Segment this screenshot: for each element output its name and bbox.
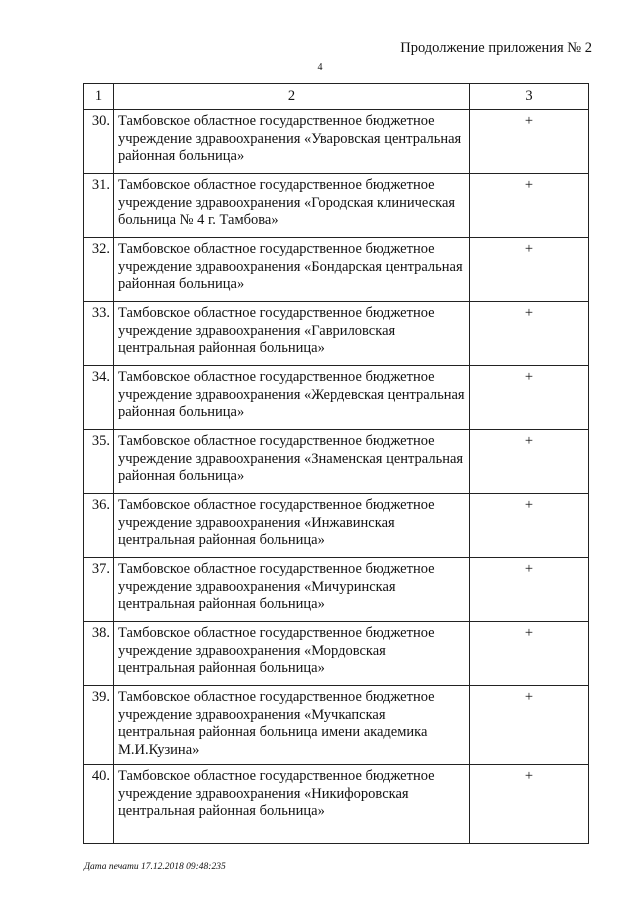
table-row [84, 622, 589, 686]
row-number: 34. [84, 366, 114, 430]
mark-cell: + [470, 302, 589, 366]
mark-cell: + [470, 494, 589, 558]
mark-cell: + [470, 366, 589, 430]
row-number: 33. [84, 302, 114, 366]
continuation-label: Продолжение приложения № 2 [400, 40, 592, 56]
row-number: 38. [84, 622, 114, 686]
institution-name: Тамбовское областное государственное бюджетное учреждение здравоохранения «Мичуринская центральная районная больница» [114, 558, 470, 622]
table-row [84, 430, 589, 494]
table-row [84, 366, 589, 430]
table-header-row [84, 84, 589, 110]
institution-name: Тамбовское областное государственное бюджетное учреждение здравоохранения «Жердевская центральная районная больница» [114, 366, 470, 430]
institution-name: Тамбовское областное государственное бюджетное учреждение здравоохранения «Мучкапская центральная районная больница имени академика М.И.Кузина» [114, 686, 470, 765]
mark-cell: + [470, 686, 589, 765]
institution-name: Тамбовское областное государственное бюджетное учреждение здравоохранения «Инжавинская центральная районная больница» [114, 494, 470, 558]
mark-cell: + [470, 765, 589, 844]
row-number: 35. [84, 430, 114, 494]
mark-cell: + [470, 238, 589, 302]
table-row [84, 494, 589, 558]
column-header-2: 2 [114, 84, 470, 110]
institution-name: Тамбовское областное государственное бюджетное учреждение здравоохранения «Мордовская центральная районная больница» [114, 622, 470, 686]
column-header-1: 1 [84, 84, 114, 110]
institution-name: Тамбовское областное государственное бюджетное учреждение здравоохранения «Никифоровская центральная районная больница» [114, 765, 470, 844]
print-date: Дата печати 17.12.2018 09:48:235 [84, 862, 226, 872]
page-number: 4 [317, 62, 323, 73]
institution-name: Тамбовское областное государственное бюджетное учреждение здравоохранения «Бондарская центральная районная больница» [114, 238, 470, 302]
mark-cell: + [470, 110, 589, 174]
table-row [84, 686, 589, 765]
row-number: 32. [84, 238, 114, 302]
mark-cell: + [470, 558, 589, 622]
mark-cell: + [470, 622, 589, 686]
table-row [84, 174, 589, 238]
row-number: 31. [84, 174, 114, 238]
institution-name: Тамбовское областное государственное бюджетное учреждение здравоохранения «Знаменская центральная районная больница» [114, 430, 470, 494]
table-row [84, 238, 589, 302]
institution-name: Тамбовское областное государственное бюджетное учреждение здравоохранения «Гавриловская центральная районная больница» [114, 302, 470, 366]
table-row [84, 302, 589, 366]
column-header-3: 3 [470, 84, 589, 110]
row-number: 37. [84, 558, 114, 622]
row-number: 40. [84, 765, 114, 844]
table-row [84, 110, 589, 174]
table-row [84, 765, 589, 844]
institution-name: Тамбовское областное государственное бюджетное учреждение здравоохранения «Уваровская центральная районная больница» [114, 110, 470, 174]
institutions-table [83, 83, 589, 844]
row-number: 39. [84, 686, 114, 765]
table-row [84, 558, 589, 622]
institution-name: Тамбовское областное государственное бюджетное учреждение здравоохранения «Городская клиническая больница № 4 г. Тамбова» [114, 174, 470, 238]
row-number: 36. [84, 494, 114, 558]
row-number: 30. [84, 110, 114, 174]
mark-cell: + [470, 174, 589, 238]
mark-cell: + [470, 430, 589, 494]
